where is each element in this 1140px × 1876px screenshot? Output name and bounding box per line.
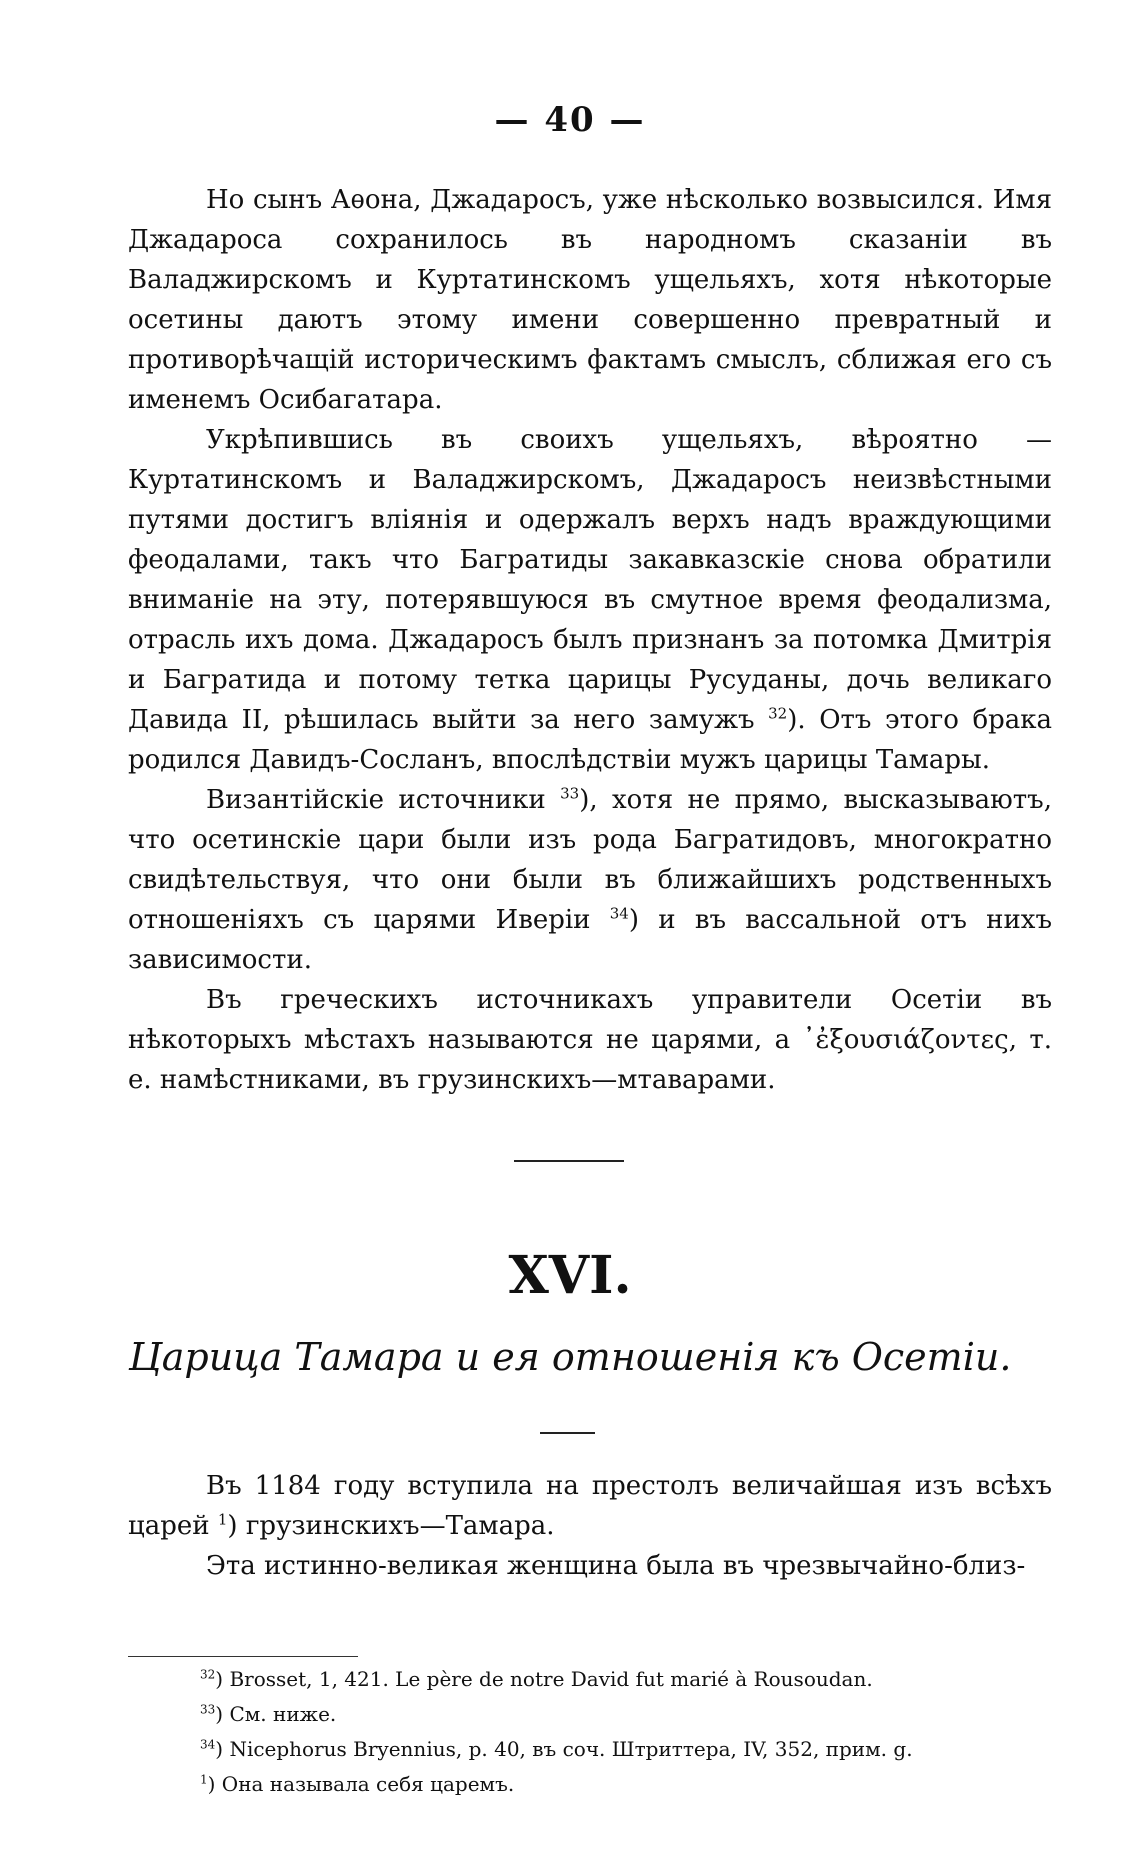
paragraph-4: Въ греческихъ источникахъ управители Осетіи въ нѣкоторыхъ мѣстахъ называются не царями, а ᾽ἐξουσιάζοντες, т. е. намѣстниками, въ грузинскихъ—мтаварами.	[128, 985, 1052, 1095]
paragraph-1: Но сынъ Аѳона, Джадаросъ, уже нѣсколько возвысился. Имя Джадароса сохранилось въ народномъ сказаніи въ Валаджирскомъ и Куртатинскомъ ущельяхъ, хотя нѣкоторые осетины даютъ этому имени совершенно превратный и противорѣчащій историческимъ фактамъ смыслъ, сближая его съ именемъ Осибагатара.	[128, 185, 1052, 415]
footnote-ref-32: 32	[768, 704, 788, 723]
paragraph-3: Византійскіе источники $^{33}$), хотя не прямо, высказываютъ, что осетинскіе цари были изъ рода Багратидовъ, многократно свидѣтельствуя, что они были въ ближайшихъ родственныхъ отношеніяхъ съ царями Иверіи $^{34}$) и въ вассальной отъ нихъ зависимости.	[128, 784, 1052, 975]
body-text-top	[128, 180, 1052, 1100]
paragraph-5: Въ 1184 году вступила на престолъ величайшая изъ всѣхъ царей $^1$) грузинскихъ—Тамара.	[128, 1471, 1052, 1541]
chapter-title: Царица Тамара и ея отношенія къ Осетіи.	[128, 1335, 1012, 1379]
paragraph-6: Эта истинно-великая женщина была въ чрезвычайно-близ-	[206, 1551, 1026, 1581]
footnote-ref-1: 1	[217, 1510, 228, 1529]
footnotes	[200, 1662, 1060, 1802]
footnote-ref-34: 34	[609, 904, 629, 923]
body-text-bottom	[128, 1466, 1052, 1586]
title-divider	[540, 1432, 595, 1434]
footnote-item: $^1$) Она называла себя царемъ.	[200, 1772, 515, 1796]
footnote-item: $^{33}$) См. ниже.	[200, 1702, 337, 1726]
footnote-ref-33: 33	[560, 784, 580, 803]
page-number: — 40 —	[494, 100, 646, 140]
paragraph-2: Укрѣпившись въ своихъ ущельяхъ, вѣроятно — Куртатинскомъ и Валаджирскомъ, Джадаросъ неизвѣстными путями достигъ вліянія и одержалъ верхъ надъ враждующими феодалами, такъ что Багратиды закавказскіе снова обратили вниманіе на эту, потерявшуюся въ смутное время феодализма, отрасль ихъ дома. Джадаросъ былъ признанъ за потомка Дмитрія и Багратида и потому тетка царицы Русуданы, дочь великаго Давида II, рѣшилась выйти за него замужъ $^{32}$). Отъ этого брака родился Давидъ-Сосланъ, впослѣдствіи мужъ царицы Тамары.	[128, 425, 1052, 775]
section-divider	[514, 1160, 624, 1162]
footnote-rule	[128, 1656, 358, 1657]
footnote-item: $^{32}$) Brosset, 1, 421. Le père de notre David fut marié à Rousoudan.	[200, 1667, 873, 1691]
chapter-numeral: XVI.	[508, 1245, 632, 1306]
footnote-item: $^{34}$) Nicephorus Bryennius, p. 40, въ соч. Штриттера, IV, 352, прим. g.	[200, 1737, 913, 1761]
